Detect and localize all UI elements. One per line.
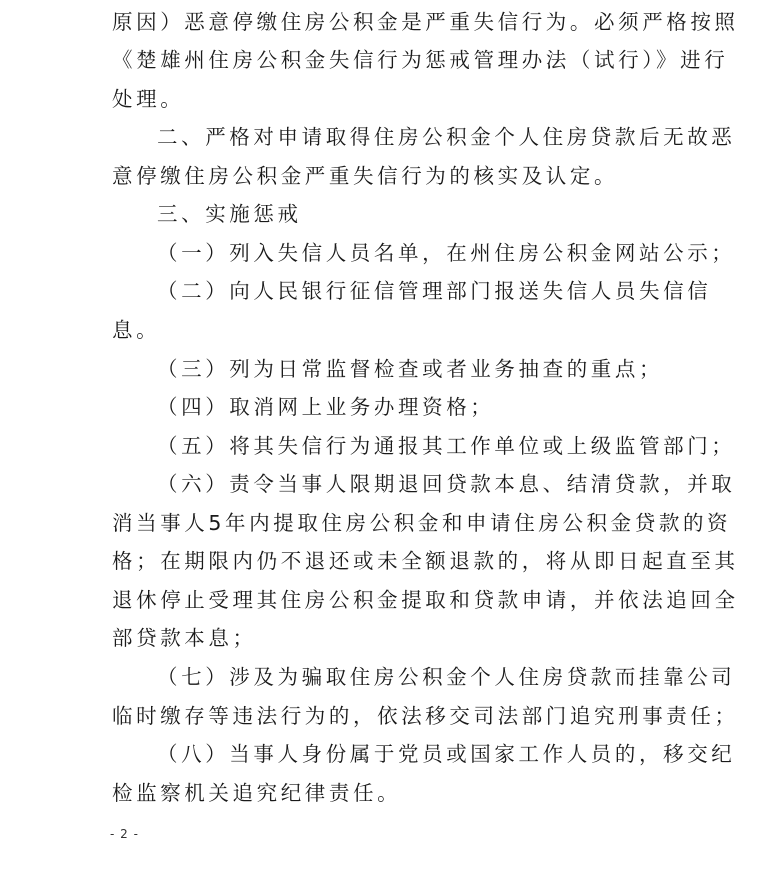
list-item-6-cont-2: 格；在期限内仍不退还或未全额退款的，将从即日起直至其 [112, 549, 739, 573]
text-line-2: 《楚雄州住房公积金失信行为惩戒管理办法（试行）》进行 [112, 48, 729, 72]
list-item-6-cont-4: 部贷款本息； [112, 626, 257, 650]
list-item-6: （六）责令当事人限期退回贷款本息、结清贷款，并取 [157, 472, 736, 496]
list-item-2-cont: 息。 [112, 318, 161, 342]
text-line-3: 处理。 [112, 87, 185, 111]
text-line-5: 意停缴住房公积金严重失信行为的核实及认定。 [112, 164, 619, 188]
list-item-8: （八）当事人身份属于党员或国家工作人员的，移交纪 [157, 742, 736, 766]
list-item-5: （五）将其失信行为通报其工作单位或上级监管部门； [157, 434, 736, 458]
section-heading-3: 三、实施惩戒 [157, 202, 302, 226]
list-item-8-cont: 检监察机关追究纪律责任。 [112, 781, 402, 805]
list-item-7-cont: 临时缴存等违法行为的，依法移交司法部门追究刑事责任； [112, 704, 739, 728]
list-item-6-cont-1: 消当事人5年内提取住房公积金和申请住房公积金贷款的资 [112, 511, 732, 535]
list-item-3: （三）列为日常监督检查或者业务抽查的重点； [157, 357, 664, 381]
page-number: - 2 - [110, 827, 139, 841]
list-item-4: （四）取消网上业务办理资格； [157, 395, 495, 419]
text-line-1: 原因）恶意停缴住房公积金是严重失信行为。必须严格按照 [112, 10, 739, 34]
list-item-1: （一）列入失信人员名单，在州住房公积金网站公示； [157, 241, 736, 265]
section-heading-2: 二、严格对申请取得住房公积金个人住房贷款后无故恶 [157, 125, 736, 149]
list-item-7: （七）涉及为骗取住房公积金个人住房贷款而挂靠公司 [157, 665, 736, 689]
list-item-6-cont-3: 退休停止受理其住房公积金提取和贷款申请，并依法追回全 [112, 588, 739, 612]
list-item-2: （二）向人民银行征信管理部门报送失信人员失信信 [157, 279, 712, 303]
